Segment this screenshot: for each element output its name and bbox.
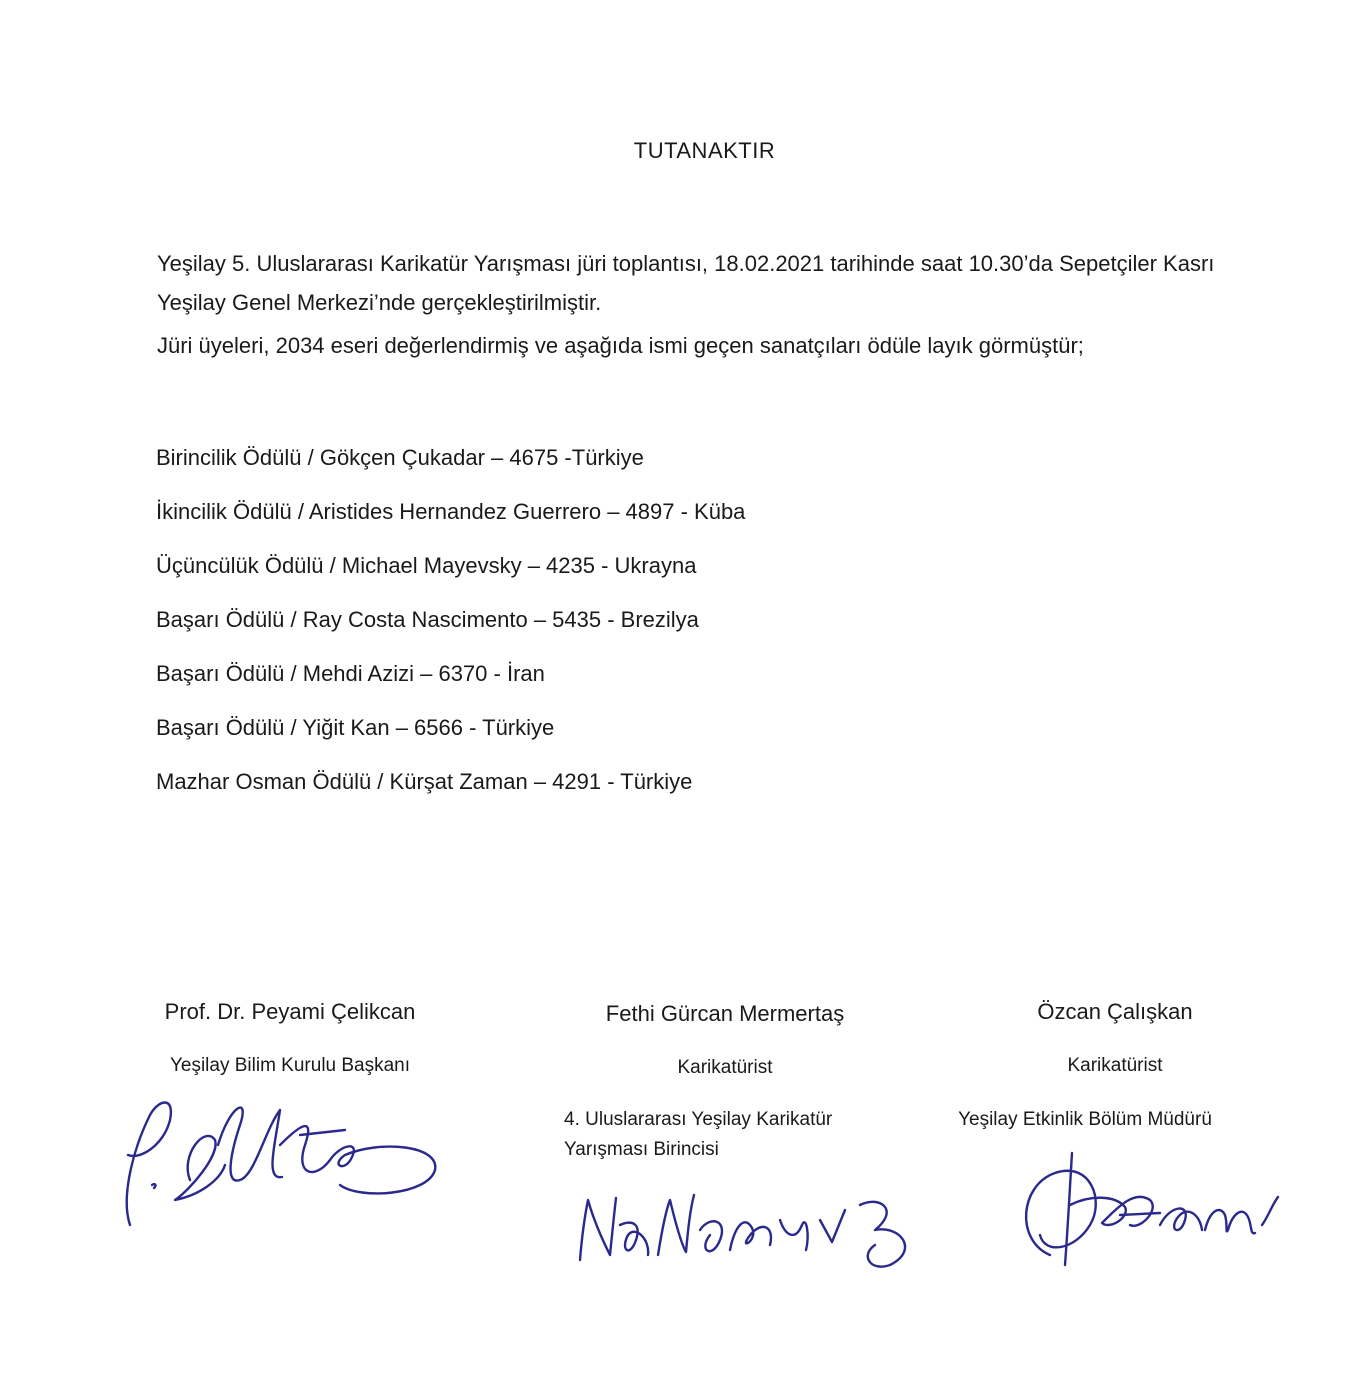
signatory-role: Yeşilay Bilim Kurulu Başkanı [169,1055,411,1076]
award-item: İkincilik Ödülü / Aristides Hernandez Guerrero – 4897 - Küba [156,499,746,524]
signatory-note-line: Yarışması Birincisi [564,1139,719,1160]
signatory-role: Karikatürist [1067,1055,1163,1076]
award-item: Mazhar Osman Ödülü / Kürşat Zaman – 4291 - Türkiye [156,769,693,794]
award-item: Üçüncülük Ödülü / Michael Mayevsky – 4235 - Ukrayna [156,553,697,578]
award-item: Başarı Ödülü / Yiğit Kan – 6566 - Türkiye [156,715,555,740]
signatory-role-secondary: Yeşilay Etkinlik Bölüm Müdürü [958,1109,1212,1130]
signature-1-drawing [90,1085,450,1235]
award-item: Başarı Ödülü / Ray Costa Nascimento – 5435 - Brezilya [156,607,699,632]
signatory-1 [140,996,440,1082]
jury-statement: Jüri üyeleri, 2034 eseri değerlendirmiş ve aşağıda ismi geçen sanatçıları ödüle layık görmüştür; [157,333,1084,358]
award-item: Birincilik Ödülü / Gökçen Çukadar – 4675 -Türkiye [156,445,644,470]
signatory-name: Özcan Çalışkan [1037,999,1193,1024]
signatory-3 [955,996,1315,1136]
award-item: Başarı Ödülü / Mehdi Azizi – 6370 - İran [156,661,545,686]
signature-2-drawing [570,1180,950,1280]
signatory-note [560,1106,890,1164]
signatory-role: Karikatürist [677,1057,773,1078]
signatory-note-line: 4. Uluslararası Yeşilay Karikatür [564,1109,833,1130]
document-title: TUTANAKTIR [633,138,776,163]
signatory-name: Fethi Gürcan Mermertaş [605,1001,845,1026]
awards-list [156,442,745,820]
signatory-name: Prof. Dr. Peyami Çelikcan [164,999,416,1024]
signatory-2 [560,996,890,1164]
intro-paragraph: Yeşilay 5. Uluslararası Karikatür Yarışması jüri toplantısı, 18.02.2021 tarihinde saat 10.30’da Sepetçiler Kasrı Yeşilay Genel Merkezi’nde gerçekleştirilmiştir. [157,251,1215,315]
signature-3-drawing [1010,1145,1290,1275]
